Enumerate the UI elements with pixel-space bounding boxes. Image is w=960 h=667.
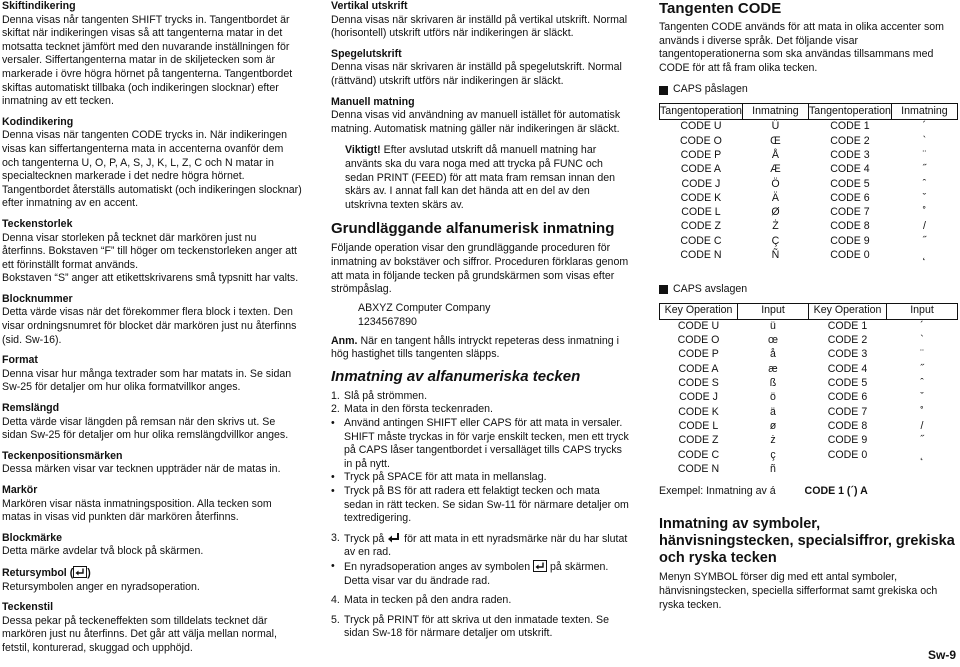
column-header: Key Operation bbox=[809, 303, 887, 319]
section bbox=[2, 293, 302, 347]
table-cell: CODE J bbox=[679, 391, 718, 404]
section-body: Detta värde visas när det förekommer flera block i texten. Den visar ordningsnumret för blocket där markören just nu återfinns (sid. Sw-16). bbox=[2, 306, 297, 346]
section-title bbox=[2, 293, 302, 307]
table-cell: CODE K bbox=[680, 191, 722, 204]
section-title: Vertikal utskrift bbox=[331, 0, 408, 12]
caps-on-label: CAPS påslagen bbox=[673, 83, 748, 96]
table-row bbox=[660, 420, 958, 434]
section-manual-feed bbox=[331, 96, 631, 137]
table-row bbox=[660, 463, 958, 477]
table-cell: CODE Z bbox=[678, 434, 719, 447]
section-title bbox=[2, 601, 302, 615]
table-row bbox=[660, 448, 958, 462]
table-cell: ü bbox=[770, 319, 776, 332]
table-cell: CODE 6 bbox=[830, 191, 870, 204]
list-item bbox=[331, 485, 631, 526]
section-title bbox=[2, 566, 302, 581]
column-header: Tangentoperation bbox=[660, 103, 743, 119]
table-cell: CODE O bbox=[677, 334, 720, 347]
left-column bbox=[2, 0, 302, 663]
list-item bbox=[331, 417, 631, 471]
table-cell: CODE U bbox=[680, 120, 722, 133]
section-title-text: Kodindikering bbox=[2, 115, 74, 128]
table-cell: ˇ bbox=[920, 391, 924, 404]
list-text: Tryck på SPACE för att mata in mellanslag. bbox=[344, 471, 547, 484]
table-cell: CODE N bbox=[677, 462, 720, 475]
table-cell: Ñ bbox=[771, 248, 780, 261]
table-row bbox=[660, 134, 958, 148]
table-cell: CODE L bbox=[678, 419, 719, 432]
caps-on-table bbox=[659, 103, 958, 263]
list-marker: 2. bbox=[331, 403, 340, 416]
important-note bbox=[345, 144, 631, 212]
section-title bbox=[2, 450, 302, 464]
middle-column bbox=[331, 0, 631, 641]
table-cell: Å bbox=[771, 148, 779, 161]
section-body: Denna visas när skrivaren är inställd på spegelutskrift. Normal (rättvänd) utskrift utförs när indikeringen är släckt. bbox=[331, 61, 622, 87]
column-header: Input bbox=[887, 303, 958, 319]
note-body: När en tangent hålls intryckt repeteras dess inmatning i hög hastighet tills tangenten släpps. bbox=[331, 334, 619, 361]
table-row bbox=[660, 177, 958, 191]
code-key-intro: Tangenten CODE används för att mata in olika accenter som används i diverse språk. Det följande visar tangentoperationerna som ska användas tillsammans med CODE för att få fram olika tecken. bbox=[659, 21, 945, 74]
right-column bbox=[659, 0, 958, 612]
list-marker: • bbox=[331, 560, 335, 572]
section-title-text: Blockmärke bbox=[2, 531, 63, 544]
table-cell: CODE N bbox=[680, 248, 722, 261]
table-row bbox=[660, 362, 958, 376]
list-text: En nyradsoperation anges av symbolen bbox=[344, 561, 531, 573]
table-cell: ˆ bbox=[920, 377, 924, 390]
section bbox=[2, 0, 302, 109]
list-text: Tryck på PRINT för att skriva ut den inmatade texten. Se sidan Sw-18 för närmare detaljer om utskrift. bbox=[344, 613, 609, 640]
section-title-text: Teckenstil bbox=[2, 601, 54, 614]
section-title-text: Remslängd bbox=[2, 402, 60, 415]
section bbox=[2, 484, 302, 525]
table-cell: æ bbox=[768, 362, 778, 375]
section-body: Denna visas när tangenten CODE trycks in. När indikeringen visas kan siffertangenterna mata in accenterna ovanför dem och tangenterna U, O, P, A, S, J, K, L, Z, C och N matar in specialtecknen markerade i det nedre högra hörnet. Tangentbordet återställs automatiskt (och indikeringen slocknar) efter inmatning av en accent. bbox=[2, 129, 302, 210]
table-row bbox=[660, 319, 958, 334]
symbols-heading: Inmatning av symboler, hänvisningstecken, specialsiffror, grekiska och ryska tecken bbox=[659, 516, 955, 567]
column-header: Inmatning bbox=[742, 103, 808, 119]
table-cell: Ż bbox=[772, 220, 779, 233]
section bbox=[2, 402, 302, 443]
section bbox=[2, 354, 302, 395]
table-row bbox=[660, 220, 958, 234]
heading-basic-input: Grundläggande alfanumerisk inmatning bbox=[331, 220, 615, 238]
table-cell: CODE 0 bbox=[827, 448, 868, 461]
table-cell: ç bbox=[770, 448, 776, 461]
table-cell: ˚ bbox=[922, 206, 927, 219]
section-body: Retursymbolen anger en nyradsoperation. bbox=[2, 580, 200, 593]
table-cell: CODE 2 bbox=[830, 134, 870, 147]
table-cell: CODE 3 bbox=[830, 148, 870, 161]
section-body: Markören visar nästa inmatningsposition. Alla tecken som matas in visas vid punkten där markören återfinns. bbox=[2, 497, 272, 524]
table-cell bbox=[809, 463, 887, 477]
table-cell: ` bbox=[920, 334, 924, 347]
table-cell: CODE O bbox=[680, 134, 722, 147]
section-title bbox=[2, 218, 302, 232]
table-cell: CODE 8 bbox=[830, 220, 870, 233]
list-text: Använd antingen SHIFT eller CAPS för att mata in versaler. SHIFT måste tryckas in för varje enskilt tecken, men ett tryck på CAPS låser tangentbordet i versalläget tills CAPS trycks in på nytt. bbox=[344, 417, 629, 470]
table-cell: CODE 1 bbox=[830, 120, 870, 133]
section-body: Denna visas när skrivaren är inställd på vertikal utskrift. Normal (horisontell) utskrift utförs när indikeringen är släckt. bbox=[331, 13, 628, 40]
address-line-2: 1234567890 bbox=[358, 315, 417, 328]
table-cell: Œ bbox=[770, 134, 781, 147]
intro-text: Följande operation visar den grundläggande proceduren för inmatning av bokstäver och siffror. Proceduren förklaras genom att mata in följande tecken på grundskärmen som visas efter strömpåslag. bbox=[331, 242, 629, 296]
table-cell: ż bbox=[770, 434, 776, 447]
table-cell: Ç bbox=[771, 234, 780, 247]
table-row bbox=[660, 234, 958, 248]
table-cell: ñ bbox=[770, 462, 776, 475]
table-cell: CODE 4 bbox=[830, 163, 870, 176]
table-row bbox=[660, 163, 958, 177]
section-body: Detta märke avdelar två block på skärmen. bbox=[2, 545, 204, 558]
table-cell: ¨ bbox=[922, 148, 927, 161]
table-cell: Ö bbox=[771, 177, 780, 190]
list-text: Tryck på BS för att radera ett felaktigt tecken och mata sedan in rätt tecken. Se sidan Sw-11 för närmare detaljer om textredigering. bbox=[344, 485, 629, 525]
table-cell: CODE A bbox=[678, 362, 719, 375]
section-title bbox=[2, 484, 302, 498]
bullet-square-icon bbox=[659, 285, 668, 294]
section-body: Detta värde visar längden på remsan när den skrivs ut. Se sidan Sw-25 för detaljer om hur olika remslängdvillkor anges. bbox=[2, 415, 289, 442]
list-marker: • bbox=[331, 485, 335, 498]
table-cell: CODE J bbox=[681, 177, 721, 190]
table-cell: CODE C bbox=[680, 234, 722, 247]
list-item bbox=[331, 390, 631, 404]
note bbox=[331, 335, 631, 362]
list-text-end: för att mata in ett nyradsmärke när du har slutat av en rad. bbox=[344, 532, 628, 559]
table-cell: ß bbox=[769, 377, 777, 390]
table-cell: CODE 4 bbox=[827, 362, 868, 375]
section-title bbox=[2, 354, 302, 368]
table-cell: ˇ bbox=[922, 191, 927, 204]
table-cell: CODE 8 bbox=[827, 419, 868, 432]
table-cell: / bbox=[922, 220, 926, 233]
section-title-end: ) bbox=[87, 566, 91, 579]
steps-list bbox=[331, 390, 631, 641]
code-key-title: Tangenten CODE bbox=[659, 0, 782, 17]
table-cell: ˝ bbox=[920, 362, 924, 375]
table-cell: Ü bbox=[771, 120, 780, 133]
table-cell: ˝ bbox=[920, 434, 924, 447]
important-label: Viktigt! bbox=[345, 144, 381, 157]
table-cell: CODE 9 bbox=[827, 434, 868, 447]
section-title-text: Teckenstorlek bbox=[2, 217, 73, 230]
table-cell: CODE 1 bbox=[827, 319, 868, 332]
table-cell: ˚ bbox=[920, 405, 924, 418]
table-row bbox=[660, 348, 958, 362]
caps-off-label: CAPS avslagen bbox=[673, 282, 748, 295]
table-cell: ` bbox=[922, 134, 927, 147]
page-number: Sw-9 bbox=[927, 648, 956, 663]
list-item bbox=[331, 560, 631, 588]
bullet-square-icon bbox=[659, 86, 668, 95]
list-marker: 4. bbox=[331, 594, 340, 607]
section bbox=[2, 116, 302, 211]
section-body: Denna visar storleken på tecknet där markören just nu återfinns. Bokstaven “F” till höger om teckenstorleken anger att ett förinställt format används. Bokstaven “S” anger att etikettskrivarens små typsnitt har valts. bbox=[2, 231, 299, 285]
list-text-end: på skärmen. Detta visar var du ändrade rad. bbox=[344, 561, 609, 587]
address-line-1: ABXYZ Computer Company bbox=[358, 301, 491, 314]
table-cell: CODE S bbox=[678, 377, 719, 390]
sample-address bbox=[358, 301, 631, 329]
table-cell: Ø bbox=[771, 206, 780, 219]
section-body: Dessa märken visar var tecknen uppträder när de matas in. bbox=[2, 463, 281, 476]
table-cell: CODE P bbox=[678, 348, 719, 361]
section-title-text: Teckenpositionsmärken bbox=[2, 449, 123, 462]
table-row bbox=[660, 334, 958, 348]
table-cell: CODE 5 bbox=[830, 177, 870, 190]
list-text: Mata in den första teckenraden. bbox=[344, 403, 493, 416]
section-title: Spegelutskrift bbox=[331, 47, 402, 60]
table-cell: CODE 5 bbox=[827, 377, 868, 390]
table-cell: CODE 0 bbox=[830, 248, 870, 261]
section-title-text: Retursymbol ( bbox=[2, 566, 74, 579]
table-row bbox=[660, 191, 958, 205]
section bbox=[2, 450, 302, 477]
list-marker: • bbox=[331, 417, 335, 430]
table-cell bbox=[887, 463, 958, 477]
caps-on-header bbox=[659, 83, 958, 97]
table-cell: ´ bbox=[922, 120, 927, 133]
table-row bbox=[660, 405, 958, 419]
table-cell: Ä bbox=[771, 191, 779, 204]
table-row bbox=[660, 249, 958, 263]
table-row bbox=[660, 149, 958, 163]
table-cell: CODE C bbox=[677, 448, 720, 461]
table-cell: ö bbox=[770, 391, 776, 404]
table-row bbox=[660, 434, 958, 448]
caps-off-table bbox=[659, 303, 958, 477]
list-marker: 3. bbox=[331, 531, 340, 544]
table-cell: / bbox=[920, 419, 924, 432]
section bbox=[2, 218, 302, 286]
return-symbol-icon bbox=[533, 560, 547, 572]
table-row bbox=[660, 119, 958, 134]
table-cell: ˝ bbox=[922, 234, 927, 247]
section bbox=[2, 532, 302, 559]
table-cell: CODE Z bbox=[680, 220, 721, 233]
caps-off-header bbox=[659, 283, 958, 297]
column-header: Tangentoperation bbox=[809, 103, 892, 119]
table-cell: ø bbox=[769, 419, 777, 432]
section-title bbox=[2, 402, 302, 416]
table-cell: CODE L bbox=[681, 206, 721, 219]
table-cell: CODE P bbox=[680, 148, 722, 161]
example-label: Exempel: Inmatning av á bbox=[659, 484, 776, 497]
table-cell: CODE U bbox=[677, 319, 720, 332]
list-text: Mata in tecken på den andra raden. bbox=[344, 594, 512, 607]
section-title bbox=[2, 116, 302, 130]
list-marker: • bbox=[331, 471, 335, 484]
section-title-text: Format bbox=[2, 354, 38, 367]
table-cell: CODE 6 bbox=[827, 391, 868, 404]
table-cell: Æ bbox=[770, 163, 781, 176]
table-cell: ´ bbox=[920, 319, 924, 332]
section-title: Manuell matning bbox=[331, 95, 415, 108]
section-title-text: Markör bbox=[2, 484, 38, 496]
table-cell: ˝ bbox=[922, 163, 927, 176]
note-label: Anm. bbox=[331, 334, 358, 347]
table-cell: CODE K bbox=[678, 405, 719, 418]
example-keys: CODE 1 (´) A bbox=[804, 484, 868, 497]
section-title bbox=[2, 0, 302, 14]
table-cell: ä bbox=[770, 405, 776, 418]
section-title-text: Skiftindikering bbox=[2, 0, 76, 12]
column-header: Inmatning bbox=[891, 103, 957, 119]
list-marker: 1. bbox=[331, 389, 340, 402]
table-row bbox=[660, 377, 958, 391]
return-symbol-icon bbox=[73, 566, 87, 578]
table-cell: ˛ bbox=[920, 448, 924, 461]
example-line bbox=[659, 485, 958, 499]
list-item bbox=[331, 594, 631, 608]
table-cell: CODE 9 bbox=[830, 234, 870, 247]
list-item bbox=[331, 471, 631, 485]
heading-alnum-input: Inmatning av alfanumeriska tecken bbox=[331, 367, 581, 385]
section bbox=[2, 566, 302, 594]
table-cell: CODE 7 bbox=[827, 405, 868, 418]
table-cell: ˛ bbox=[922, 248, 927, 261]
important-body: Efter avslutad utskrift då manuell matning har använts ska du vara noga med att trycka på FUNC och sedan PRINT (FEED) för att mata fram remsan innan den skärs av. I annat fall kan det hända att en del av den utskrivna texten skärs av. bbox=[345, 144, 616, 211]
section-title bbox=[2, 532, 302, 546]
section-body: Dessa pekar på teckeneffekten som tilldelats tecknet där markören just nu återfinns. Det går att välja mellan normal, fetstil, konturerad, skuggad och upphöjd. bbox=[2, 614, 277, 654]
column-header: Key Operation bbox=[660, 303, 738, 319]
section-title-text: Blocknummer bbox=[2, 292, 73, 305]
section-mirror-print bbox=[331, 48, 631, 89]
enter-key-icon bbox=[387, 532, 401, 544]
list-text: Tryck på bbox=[344, 532, 385, 545]
list-item bbox=[331, 614, 631, 641]
column-header: Input bbox=[738, 303, 809, 319]
table-row bbox=[660, 206, 958, 220]
section-vertical-print bbox=[331, 0, 631, 41]
table-cell: CODE 3 bbox=[827, 348, 868, 361]
symbols-body: Menyn SYMBOL förser dig med ett antal symboler, hänvisningstecken, speciella sifferformat samt grekiska och ryska tecken. bbox=[659, 571, 938, 611]
table-cell: ˆ bbox=[922, 177, 927, 190]
list-item bbox=[331, 403, 631, 417]
section-body: Denna visas vid användning av manuell istället för automatisk matning. Automatisk matning gäller när indikeringen är släckt. bbox=[331, 109, 621, 135]
table-cell: CODE 7 bbox=[830, 206, 870, 219]
table-cell: CODE A bbox=[680, 163, 721, 176]
list-marker: 5. bbox=[331, 613, 340, 626]
section-body: Denna visas når tangenten SHIFT trycks in. Tangentbordet är skiftat när indikeringen visas så att tangenterna matar in det motsatta tecknet jämfört med den nuvarande inställningen för versaler. Siffertangenterna matar in de skiljetecken som är markerade i övre högra hörnet på tangenterna. Tangentbordet skiftas automatiskt tillbaka (och indikeringen slocknar) efter inmatning av ett tecken. bbox=[2, 13, 293, 108]
list-item bbox=[331, 532, 631, 560]
table-cell: ¨ bbox=[920, 348, 924, 361]
table-cell: œ bbox=[768, 334, 778, 347]
table-cell: å bbox=[770, 348, 776, 361]
section bbox=[2, 601, 302, 655]
table-cell: CODE 2 bbox=[827, 334, 868, 347]
table-row bbox=[660, 391, 958, 405]
list-text: Slå på strömmen. bbox=[344, 389, 428, 402]
section-body: Denna visar hur många textrader som har matats in. Se sidan Sw-25 för detaljer om hur olika formatvillkor anges. bbox=[2, 367, 292, 394]
